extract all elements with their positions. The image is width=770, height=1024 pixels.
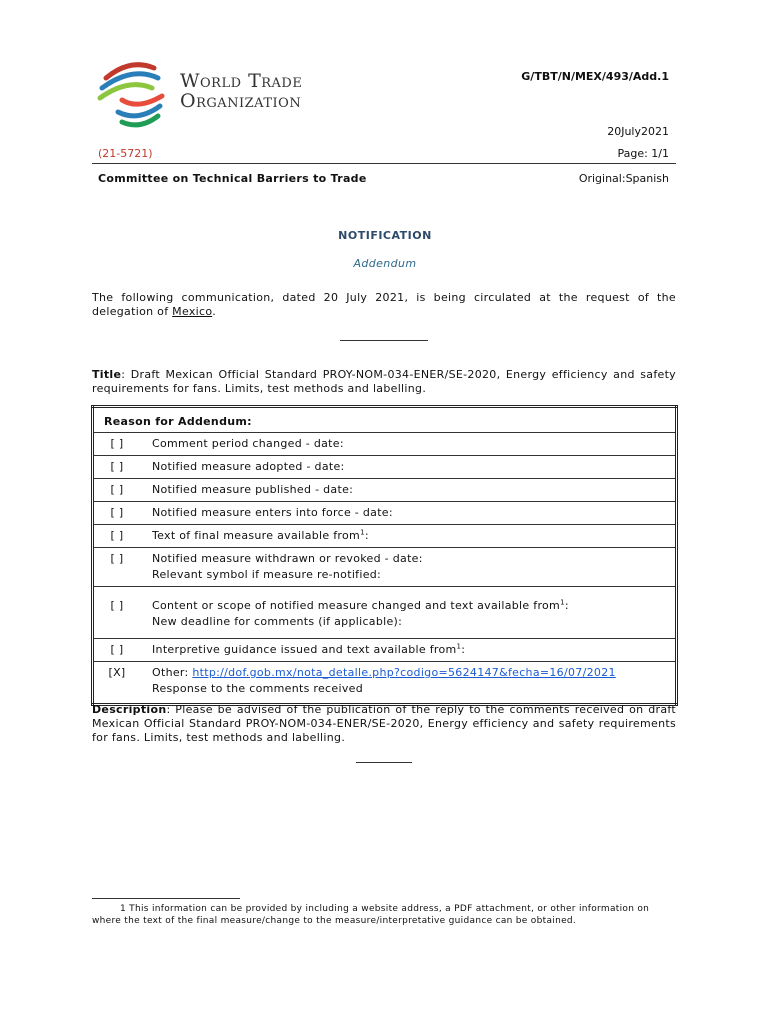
- table-row: [93, 548, 677, 587]
- org-name-line2: Organization: [180, 90, 302, 112]
- table-row: [93, 456, 677, 479]
- reason-cell: [146, 548, 677, 587]
- reason-text: Notified measure enters into force - date:: [146, 502, 677, 525]
- checkbox: [ ]: [93, 525, 147, 548]
- intro-text: The following communication, dated 20 July 2021, is being circulated at the request of the delegation of: [92, 291, 676, 318]
- description-label: Description: [92, 703, 167, 716]
- footnote-text: 1 This information can be provided by including a website address, a PDF attachment, or other information on where the text of the final measure/change to the measure/interpretative guidance can be obtained.: [92, 904, 650, 926]
- committee-name: Committee on Technical Barriers to Trade: [98, 172, 367, 185]
- checkbox: [ ]: [93, 587, 147, 639]
- reason-text-end: :: [461, 643, 466, 656]
- checkbox: [ ]: [93, 456, 147, 479]
- checkbox: [ ]: [93, 639, 147, 662]
- checkbox-checked: [X]: [93, 662, 147, 705]
- reason-cell: [146, 639, 677, 662]
- reason-subtext: New deadline for comments (if applicable):: [152, 615, 403, 628]
- org-name-line1: World Trade: [180, 70, 303, 92]
- description-paragraph: [92, 703, 676, 745]
- table-row: [93, 639, 677, 662]
- intro-country: Mexico: [172, 305, 213, 318]
- title-label: Title: [92, 368, 122, 381]
- table-row: [93, 525, 677, 548]
- checkbox: [ ]: [93, 502, 147, 525]
- title-paragraph: [92, 368, 676, 396]
- wto-logo: [92, 56, 342, 132]
- reason-cell: [146, 587, 677, 639]
- description-text: : Please be advised of the publication of the reply to the comments received on draft Mexican Official Standard PROY-NOM-034-ENER/SE-2020, Energy efficiency and safety requirements for fans. Limits, test methods and labelling.: [92, 703, 676, 744]
- table-row: [93, 662, 677, 705]
- footnote-ref: 1: [560, 598, 565, 607]
- reason-text: Content or scope of notified measure changed and text available from: [152, 599, 561, 612]
- reason-text: Comment period changed - date:: [146, 433, 677, 456]
- document-number: (21-5721): [98, 147, 153, 160]
- document-symbol: G/TBT/N/MEX/493/Add.1: [521, 70, 669, 83]
- table-row: [93, 479, 677, 502]
- checkbox: [ ]: [93, 548, 147, 587]
- reason-cell: [146, 662, 677, 705]
- reason-text: Notified measure withdrawn or revoked - date:: [152, 552, 423, 565]
- checkbox: [ ]: [93, 479, 147, 502]
- reason-text: Text of final measure available from: [152, 529, 361, 542]
- footnote-ref: 1: [456, 642, 462, 651]
- reason-subtext: Response to the comments received: [152, 682, 363, 695]
- intro-end: .: [212, 305, 216, 318]
- reason-text: Notified measure published - date:: [146, 479, 677, 502]
- footnote-ref: 1: [360, 528, 365, 537]
- reason-text: Notified measure adopted - date:: [146, 456, 677, 479]
- dof-link[interactable]: http://dof.gob.mx/nota_detalle.php?codigo=5624147&fecha=16/07/2021: [192, 666, 616, 679]
- reason-subtext: Relevant symbol if measure re-notified:: [152, 568, 382, 581]
- reason-cell: [146, 525, 677, 548]
- separator-line: [340, 340, 428, 341]
- reason-text-end: :: [564, 599, 569, 612]
- reason-text: Interpretive guidance issued and text available from: [152, 643, 457, 656]
- original-language: Original:Spanish: [578, 172, 669, 185]
- notification-heading: NOTIFICATION: [338, 229, 432, 242]
- title-text: : Draft Mexican Official Standard PROY-NOM-034-ENER/SE-2020, Energy efficiency and safety requirements for fans. Limits, test methods and labelling.: [92, 368, 676, 395]
- header-divider: [92, 163, 676, 164]
- page-indicator: Page: 1/1: [617, 147, 669, 160]
- checkbox: [ ]: [93, 433, 147, 456]
- reasons-table: [91, 405, 678, 706]
- document-date: 20July2021: [607, 125, 669, 138]
- intro-paragraph: [92, 291, 676, 319]
- wto-emblem-icon: [92, 56, 182, 132]
- table-row: [93, 433, 677, 456]
- table-row: [93, 502, 677, 525]
- addendum-subheading: Addendum: [353, 257, 417, 270]
- reason-text: Other:: [152, 666, 193, 679]
- footnote: [92, 903, 652, 927]
- end-separator: [356, 762, 412, 763]
- reason-text-end: :: [364, 529, 369, 542]
- reasons-heading: Reason for Addendum:: [104, 415, 252, 428]
- footnote-divider: [92, 898, 240, 899]
- table-row: [93, 587, 677, 639]
